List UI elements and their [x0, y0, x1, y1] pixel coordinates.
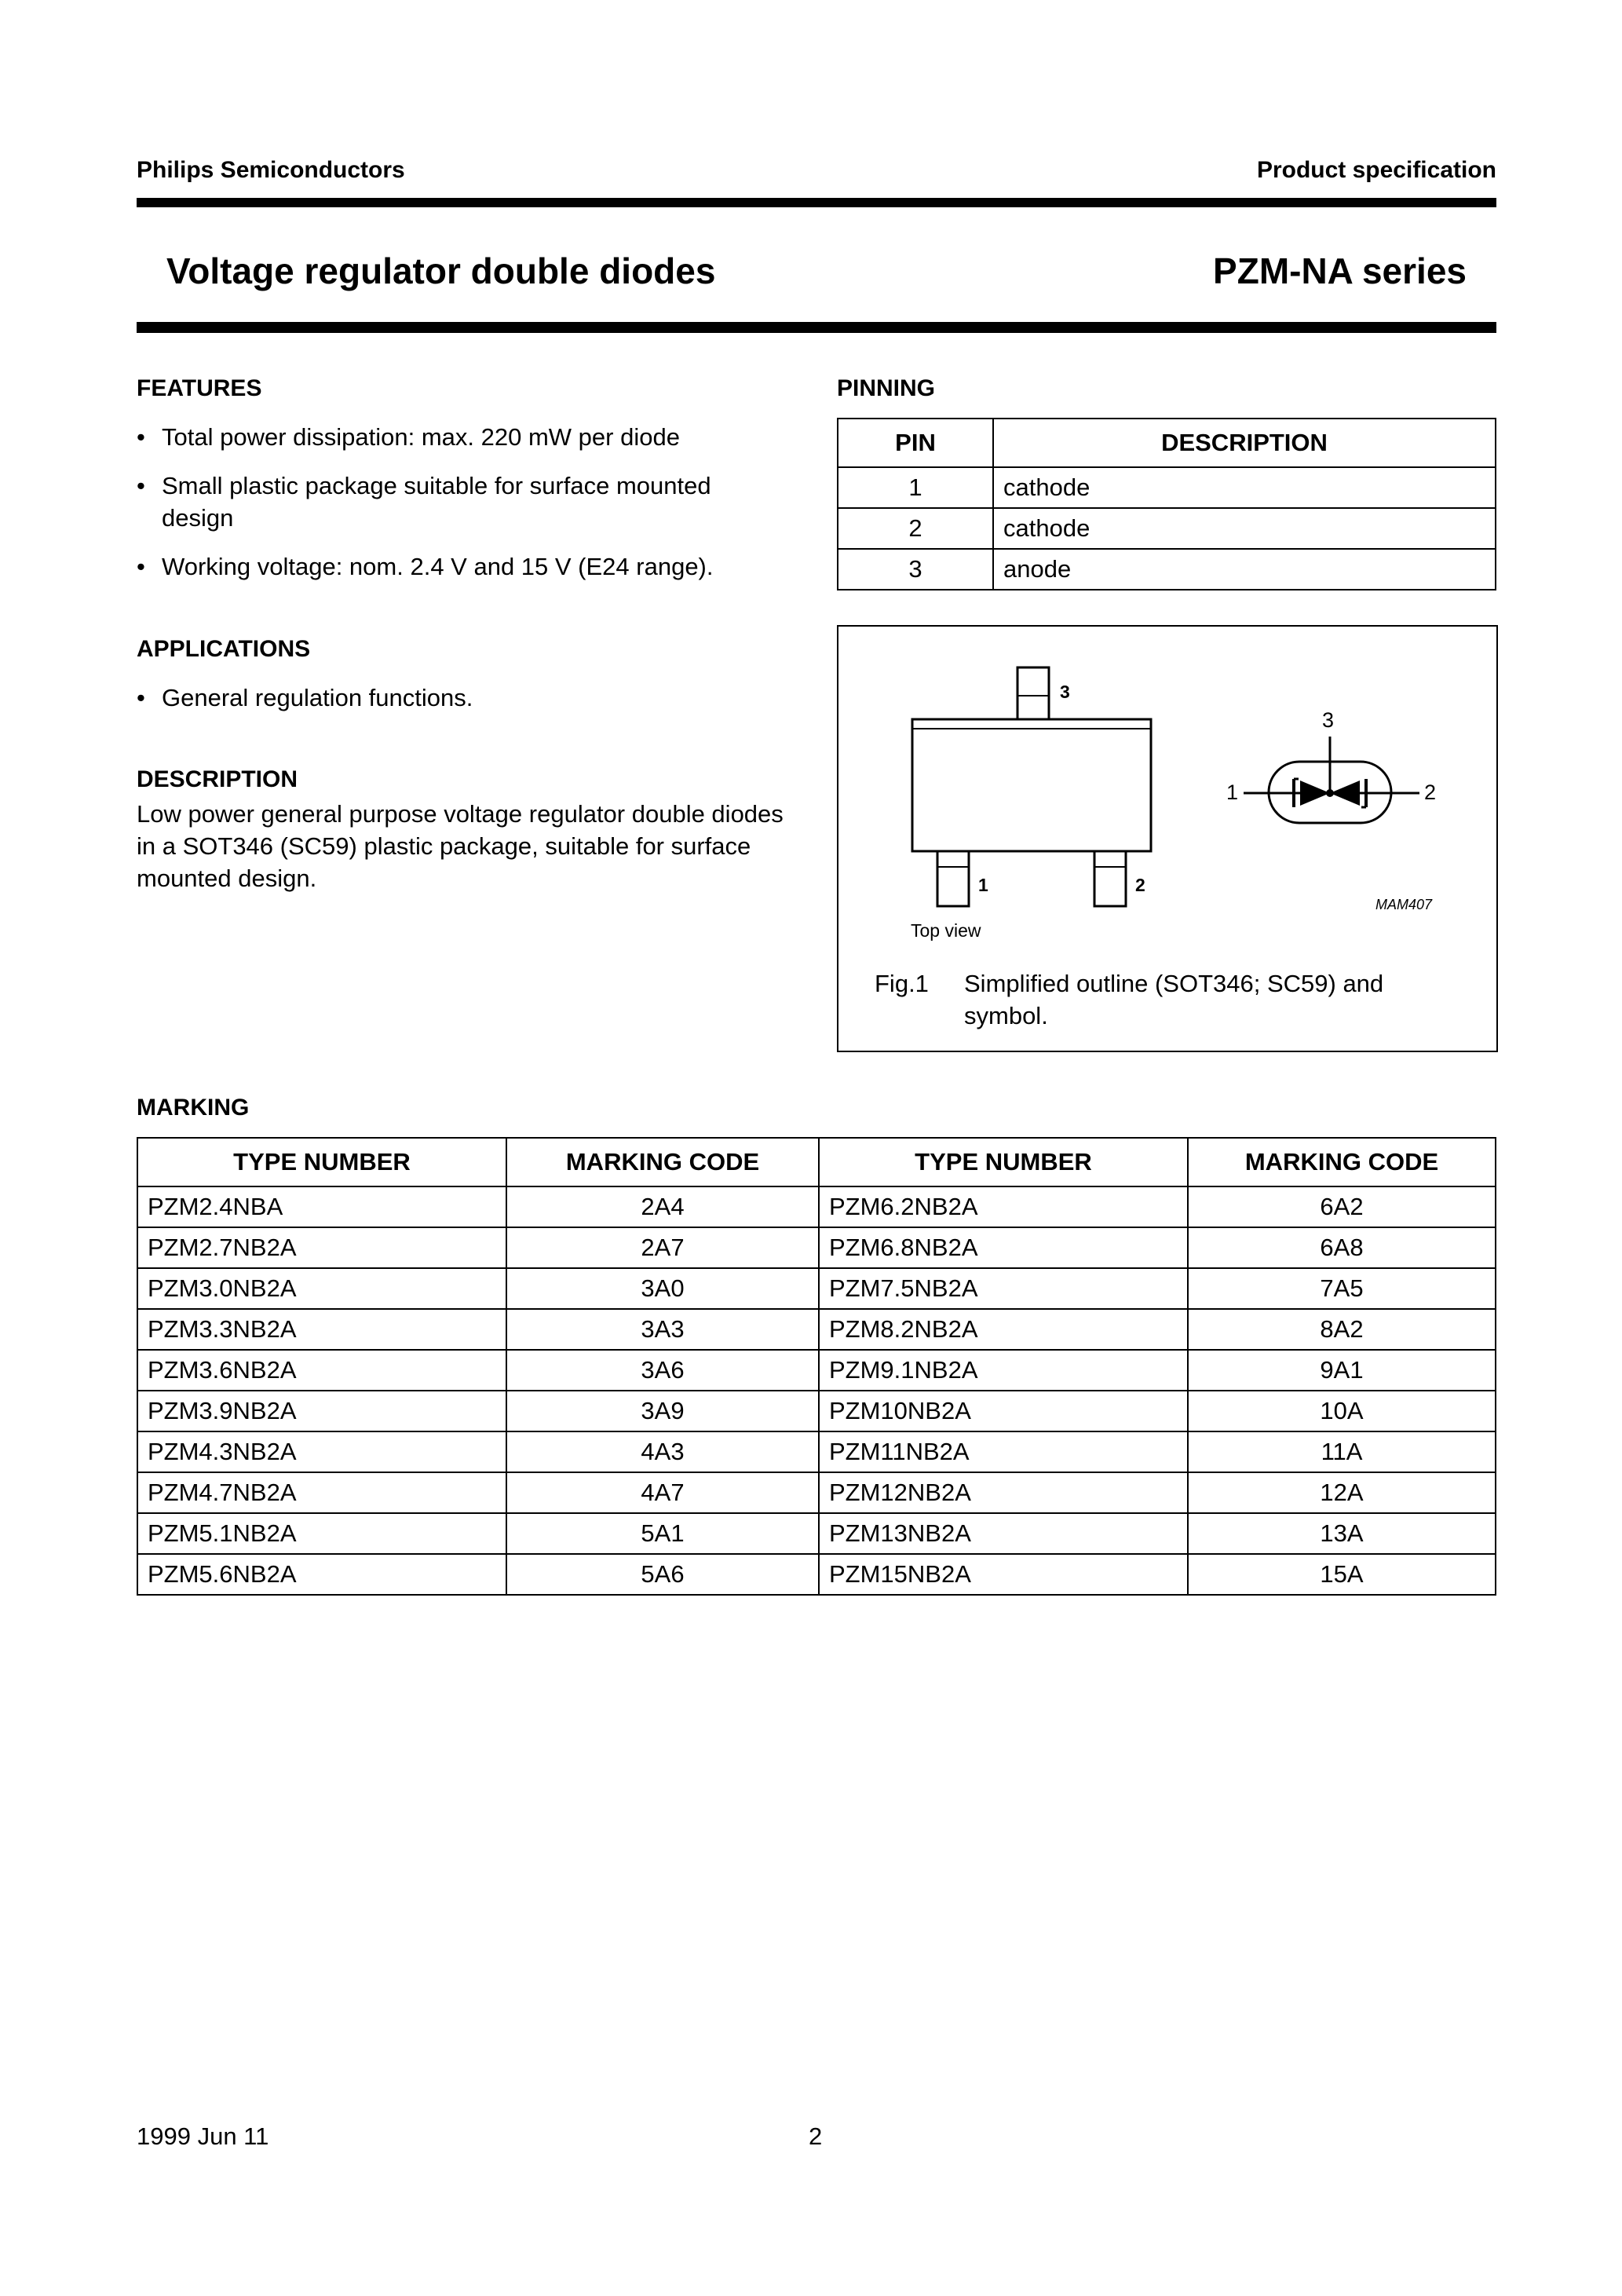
type-number: PZM4.3NB2A: [137, 1431, 506, 1472]
pin-description: cathode: [993, 467, 1496, 508]
marking-code: 2A7: [506, 1227, 819, 1268]
type-number: PZM3.6NB2A: [137, 1350, 506, 1391]
marking-code-header: MARKING CODE: [506, 1138, 819, 1186]
marking-code: 4A3: [506, 1431, 819, 1472]
type-number: PZM2.7NB2A: [137, 1227, 506, 1268]
marking-code: 12A: [1188, 1472, 1496, 1513]
type-number: PZM9.1NB2A: [819, 1350, 1188, 1391]
table-row: [137, 1391, 1496, 1431]
symbol-pin-2-label: 2: [1424, 781, 1437, 804]
table-row: [137, 1227, 1496, 1268]
figure-caption: Simplified outline (SOT346; SC59) and symbol.: [964, 970, 1384, 1029]
marking-code: 15A: [1188, 1554, 1496, 1595]
type-number: PZM6.8NB2A: [819, 1227, 1188, 1268]
type-number: PZM5.1NB2A: [137, 1513, 506, 1554]
pin-description: anode: [993, 549, 1496, 590]
features-list: [137, 421, 780, 599]
table-row: [137, 1186, 1496, 1227]
marking-header-row: [137, 1138, 1496, 1186]
marking-code: 7A5: [1188, 1268, 1496, 1309]
top-view-label: Top view: [911, 920, 981, 941]
type-number: PZM15NB2A: [819, 1554, 1188, 1595]
diode-right-icon: [1330, 781, 1360, 806]
type-number: PZM3.0NB2A: [137, 1268, 506, 1309]
type-number: PZM4.7NB2A: [137, 1472, 506, 1513]
pin-number: 1: [838, 467, 993, 508]
table-row: [137, 1350, 1496, 1391]
marking-code: 2A4: [506, 1186, 819, 1227]
pinning-header-row: [838, 419, 1496, 467]
description-text: Low power general purpose voltage regulator double diodes in a SOT346 (SC59) plastic package, suitable for surface mounted design.: [137, 800, 784, 892]
double-diode-symbol: [1244, 737, 1419, 823]
applications-heading: APPLICATIONS: [137, 636, 311, 662]
table-row: [137, 1513, 1496, 1554]
header-rule-bottom: [137, 322, 1496, 333]
marking-code: 10A: [1188, 1391, 1496, 1431]
pin-3-label: 3: [1060, 682, 1070, 702]
marking-code-header: MARKING CODE: [1188, 1138, 1496, 1186]
header-rule-top: [137, 198, 1496, 207]
table-row: [137, 1309, 1496, 1350]
type-number: PZM7.5NB2A: [819, 1268, 1188, 1309]
pin-1-lead: [937, 851, 969, 906]
type-number-header: TYPE NUMBER: [137, 1138, 506, 1186]
marking-heading: MARKING: [137, 1095, 250, 1121]
type-number: PZM12NB2A: [819, 1472, 1188, 1513]
type-number: PZM5.6NB2A: [137, 1554, 506, 1595]
page-number: 2: [809, 2122, 823, 2150]
series-title: PZM-NA series: [1213, 250, 1467, 291]
marking-code: 6A8: [1188, 1227, 1496, 1268]
pinning-table: [837, 418, 1496, 590]
company-name: Philips Semiconductors: [137, 157, 405, 183]
marking-code: 3A3: [506, 1309, 819, 1350]
figure-box: [837, 625, 1498, 1052]
feature-item: • Working voltage: nom. 2.4 V and 15 V (E24 range).: [137, 550, 780, 583]
type-number: PZM3.3NB2A: [137, 1309, 506, 1350]
description-column-header: DESCRIPTION: [993, 419, 1496, 467]
package-body: [912, 719, 1151, 851]
marking-code: 5A6: [506, 1554, 819, 1595]
table-row: [838, 549, 1496, 590]
type-number: PZM10NB2A: [819, 1391, 1188, 1431]
table-row: [137, 1431, 1496, 1472]
feature-item: • Small plastic package suitable for surface mounted design: [137, 470, 780, 534]
marking-code: 5A1: [506, 1513, 819, 1554]
type-number: PZM6.2NB2A: [819, 1186, 1188, 1227]
marking-code: 3A9: [506, 1391, 819, 1431]
page-title: Voltage regulator double diodes: [166, 250, 716, 291]
applications-list: [137, 682, 780, 730]
table-row: [137, 1268, 1496, 1309]
diode-left-icon: [1300, 781, 1330, 806]
feature-item: • Total power dissipation: max. 220 mW per diode: [137, 421, 780, 453]
junction-dot: [1326, 789, 1334, 797]
features-heading: FEATURES: [137, 375, 262, 401]
marking-code: 8A2: [1188, 1309, 1496, 1350]
marking-code: 13A: [1188, 1513, 1496, 1554]
figure-number: Fig.1: [875, 970, 929, 997]
marking-table: [137, 1137, 1496, 1596]
type-number: PZM2.4NBA: [137, 1186, 506, 1227]
marking-code: 11A: [1188, 1431, 1496, 1472]
symbol-pin-3-label: 3: [1322, 708, 1335, 732]
table-row: [838, 467, 1496, 508]
pin-3-lead: [1017, 667, 1049, 719]
type-number: PZM3.9NB2A: [137, 1391, 506, 1431]
marking-code: 3A0: [506, 1268, 819, 1309]
marking-code: 9A1: [1188, 1350, 1496, 1391]
table-row: [137, 1472, 1496, 1513]
pin-2-label: 2: [1135, 875, 1145, 895]
type-number: PZM11NB2A: [819, 1431, 1188, 1472]
pinning-heading: PINNING: [837, 375, 936, 401]
pin-2-lead: [1094, 851, 1126, 906]
type-number: PZM8.2NB2A: [819, 1309, 1188, 1350]
pin-1-label: 1: [978, 875, 988, 895]
description-heading: DESCRIPTION: [137, 766, 298, 792]
pin-column-header: PIN: [838, 419, 993, 467]
marking-code: 4A7: [506, 1472, 819, 1513]
marking-code: 3A6: [506, 1350, 819, 1391]
table-row: [137, 1554, 1496, 1595]
footer-date: 1999 Jun 11: [137, 2122, 269, 2150]
symbol-pin-1-label: 1: [1226, 781, 1239, 804]
type-number-header: TYPE NUMBER: [819, 1138, 1188, 1186]
drawing-code: MAM407: [1375, 897, 1433, 912]
doc-type: Product specification: [1256, 157, 1496, 183]
pin-number: 3: [838, 549, 993, 590]
application-item: • General regulation functions.: [137, 682, 780, 714]
marking-code: 6A2: [1188, 1186, 1496, 1227]
pin-description: cathode: [993, 508, 1496, 549]
pin-number: 2: [838, 508, 993, 549]
table-row: [838, 508, 1496, 549]
type-number: PZM13NB2A: [819, 1513, 1188, 1554]
